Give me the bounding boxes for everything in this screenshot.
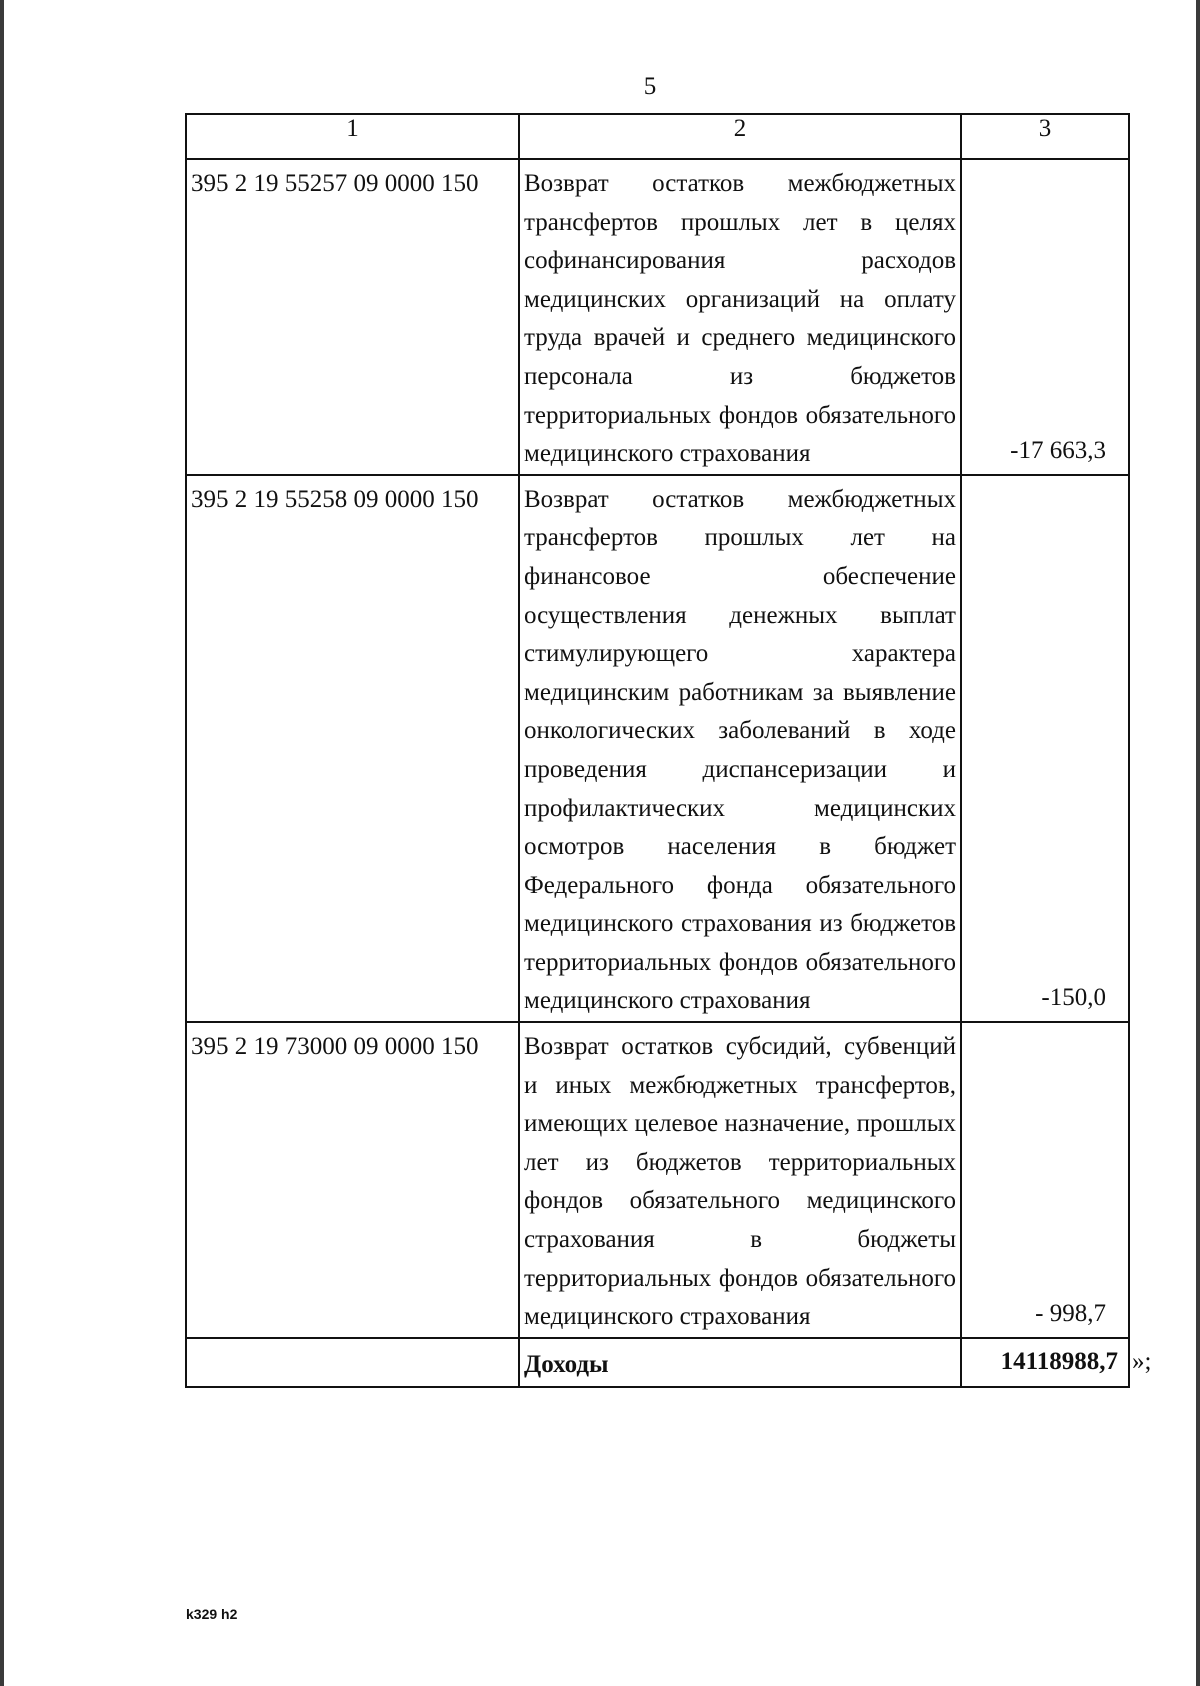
income-name-text: Возврат остатков субсидий, субвенций и иных межбюджетных трансфертов, имеющих целевое назначение, прошлых лет из бюджетов территориальных фондов обязательного медицинского страхования в бюджеты территориальных фондов обязательного медицинского страхования bbox=[524, 1033, 956, 1331]
table-header-row bbox=[186, 114, 1129, 159]
page-number: 5 bbox=[643, 73, 657, 100]
budget-code: 395 2 19 55257 09 0000 150 bbox=[186, 159, 519, 475]
amount: -17 663,3 bbox=[961, 159, 1129, 475]
column-header-2: 2 bbox=[519, 114, 961, 159]
column-header-1: 1 bbox=[186, 114, 519, 159]
table-row bbox=[186, 475, 1129, 1022]
table-row bbox=[186, 1022, 1129, 1338]
income-name bbox=[519, 1022, 961, 1338]
income-table bbox=[185, 113, 1130, 1388]
budget-code: 395 2 19 73000 09 0000 150 bbox=[186, 1022, 519, 1338]
total-code bbox=[186, 1338, 519, 1387]
budget-code: 395 2 19 55258 09 0000 150 bbox=[186, 475, 519, 1022]
closing-quote: »; bbox=[1132, 1348, 1152, 1376]
total-label: Доходы bbox=[519, 1338, 961, 1387]
total-row bbox=[186, 1338, 1129, 1387]
document-footer-code: k329 h2 bbox=[186, 1606, 238, 1622]
table-row bbox=[186, 159, 1129, 475]
income-name-text: Возврат остатков межбюджетных трансфертов прошлых лет в целях софинансирования расходов медицинских организаций на оплату труда врачей и среднего медицинского персонала из бюджетов территориальных фондов обязательного медицинского страхования bbox=[524, 170, 956, 468]
scan-right-edge bbox=[1196, 0, 1200, 1686]
income-name bbox=[519, 475, 961, 1022]
amount: -150,0 bbox=[961, 475, 1129, 1022]
total-amount: 14118988,7 bbox=[961, 1338, 1129, 1387]
column-header-3: 3 bbox=[961, 114, 1129, 159]
income-name bbox=[519, 159, 961, 475]
scan-left-edge bbox=[0, 0, 4, 1686]
income-name-text: Возврат остатков межбюджетных трансфертов прошлых лет на финансовое обеспечение осуществления денежных выплат стимулирующего характера медицинским работникам за выявление онкологических заболеваний в ходе проведения диспансеризации и профилактических медицинских осмотров населения в бюджет Федерального фонда обязательного медицинского страхования из бюджетов территориальных фондов обязательного медицинского страхования bbox=[524, 485, 956, 1015]
amount: - 998,7 bbox=[961, 1022, 1129, 1338]
